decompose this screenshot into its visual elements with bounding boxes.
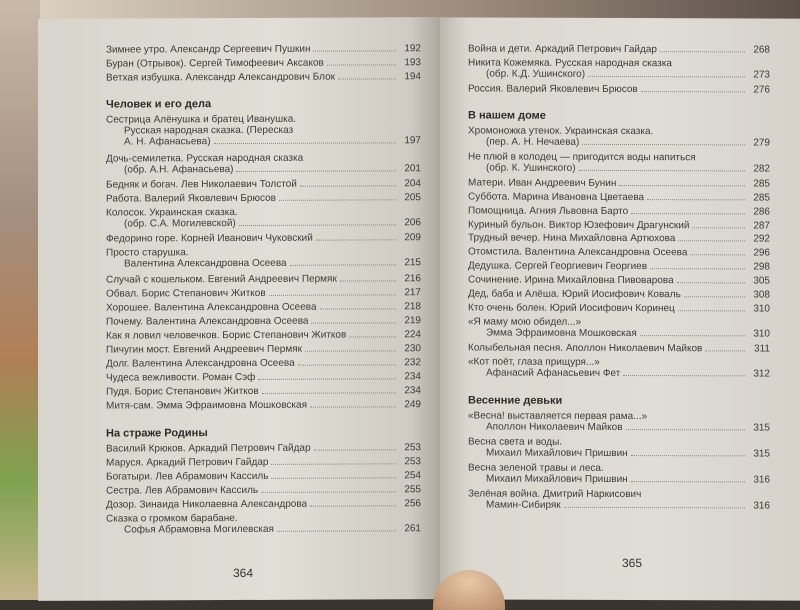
toc-entry-title: Колыбельная песня. Аполлон Николаевич Майков xyxy=(468,342,703,355)
dot-leader xyxy=(641,91,745,92)
toc-entry-page: 209 xyxy=(404,232,421,244)
dot-leader xyxy=(692,227,745,228)
toc-entry-page: 316 xyxy=(753,474,770,486)
toc-entry-page: 254 xyxy=(404,469,421,481)
toc-entry-page: 285 xyxy=(753,178,770,190)
toc-entry-title: Василий Крюков. Аркадий Петрович Гайдар xyxy=(106,442,311,455)
toc-entry-title: Россия. Валерий Яковлевич Брюсов xyxy=(468,83,638,95)
dot-leader xyxy=(320,308,396,309)
toc-entry-title: Митя-сам. Эмма Эфраимовна Мошковская xyxy=(106,400,307,412)
dot-leader xyxy=(327,64,396,65)
toc-entry-title: (обр. С.А. Могилевской) xyxy=(124,218,236,230)
dot-leader xyxy=(619,185,745,186)
dot-leader xyxy=(626,429,745,430)
toc-entry-title: Суббота. Марина Ивановна Цветаева xyxy=(468,191,645,203)
toc-entry[interactable] xyxy=(106,329,421,341)
dot-leader xyxy=(314,449,396,450)
toc-entry-title: Никита Кожемяка. Русская народная сказка xyxy=(468,57,672,70)
toc-entry[interactable] xyxy=(106,152,421,175)
toc-entry-page: 230 xyxy=(404,343,421,355)
toc-entry[interactable] xyxy=(468,316,770,339)
dot-leader xyxy=(705,350,745,351)
dot-leader xyxy=(214,143,396,145)
toc-entry-page: 193 xyxy=(404,57,421,69)
toc-entry-title: Куриный бульон. Виктор Юзефович Драгунский xyxy=(468,218,690,231)
toc-entry-page: 279 xyxy=(753,137,770,149)
toc-entry-title: Как я ловил человечков. Борис Степанович Житков xyxy=(106,329,347,342)
dot-leader xyxy=(279,199,396,201)
toc-entry-page: 315 xyxy=(753,448,770,460)
toc-entry[interactable] xyxy=(106,273,421,285)
toc-entry[interactable] xyxy=(106,484,421,496)
toc-entry-page: 201 xyxy=(404,162,421,174)
dot-leader xyxy=(678,310,745,311)
toc-entry-page: 287 xyxy=(753,219,770,232)
toc-entry-page: 232 xyxy=(404,357,421,369)
toc-entry-title: Хромоножка утенок. Украинская сказка. xyxy=(468,125,654,137)
toc-entry-title: Весна зеленой травы и леса. xyxy=(468,462,604,474)
toc-entry-title: Михаил Михайлович Пришвин xyxy=(486,447,628,459)
toc-entry-title: Сестрица Алёнушка и братец Иванушка. xyxy=(106,114,297,126)
toc-entry-title: Афанасий Афанасьевич Фет xyxy=(486,367,621,379)
toc-entry-page: 255 xyxy=(404,484,421,496)
toc-entry[interactable] xyxy=(106,247,421,270)
toc-entry[interactable] xyxy=(468,356,770,379)
toc-entry-page: 219 xyxy=(404,315,421,327)
section-heading: На страже Родины xyxy=(106,426,208,440)
section-heading: В нашем доме xyxy=(468,109,546,122)
toc-entry-page: 224 xyxy=(404,329,421,341)
dot-leader xyxy=(660,51,745,52)
toc-entry-title: Матери. Иван Андреевич Бунин xyxy=(468,177,617,189)
toc-entry-title: Бедняк и богач. Лев Николаевич Толстой xyxy=(106,178,297,191)
toc-entry-page: 256 xyxy=(404,498,421,510)
toc-entry-page: 192 xyxy=(404,43,421,55)
dot-leader xyxy=(349,336,396,337)
toc-entry-title: Хорошее. Валентина Александровна Осеева xyxy=(106,301,317,314)
dot-leader xyxy=(236,170,396,172)
toc-entry-title: Дедушка. Сергей Георгиевич Георгиев xyxy=(468,260,648,273)
dot-leader xyxy=(313,50,396,51)
toc-entry[interactable] xyxy=(106,71,421,83)
toc-entry-page: 268 xyxy=(753,44,770,56)
toc-entry-page: 310 xyxy=(753,328,770,340)
dot-leader xyxy=(579,170,745,172)
dot-leader xyxy=(640,335,745,336)
toc-entry-title: (обр. А.Н. Афанасьева) xyxy=(124,163,234,176)
toc-entry-page: 285 xyxy=(753,192,770,204)
toc-entry[interactable] xyxy=(468,275,770,287)
toc-entry[interactable] xyxy=(106,301,421,313)
toc-entry-page: 216 xyxy=(404,272,421,284)
toc-entry-title: Пудя. Борис Степанович Житков xyxy=(106,386,259,398)
toc-entry-page: 217 xyxy=(404,286,421,298)
toc-entry-title: Дед, баба и Алёша. Юрий Иосифович Коваль xyxy=(468,288,681,301)
right-page-number: 365 xyxy=(622,556,643,571)
dot-leader xyxy=(290,265,396,266)
toc-entry-title: (пер. А. Н. Нечаева) xyxy=(486,136,580,148)
toc-entry-title: Работа. Валерий Яковлевич Брюсов xyxy=(106,192,276,205)
toc-entry-title: А. Н. Афанасьева) xyxy=(124,136,211,148)
toc-entry-title: Богатыри. Лев Абрамович Кассиль xyxy=(106,470,269,483)
toc-entry-page: 261 xyxy=(404,523,421,535)
left-page-number: 364 xyxy=(233,565,254,581)
toc-entry[interactable] xyxy=(106,287,421,299)
toc-entry-title: Долг. Валентина Александровна Осеева xyxy=(106,357,295,370)
toc-entry[interactable] xyxy=(468,205,770,217)
section-heading: Весенние девьки xyxy=(468,394,563,407)
toc-entry[interactable] xyxy=(106,43,421,55)
dot-leader xyxy=(298,364,396,365)
dot-leader xyxy=(582,144,745,146)
toc-entry-page: 286 xyxy=(753,206,770,218)
toc-entry-page: 305 xyxy=(753,275,770,287)
dot-leader xyxy=(677,282,745,283)
toc-entry-page: 205 xyxy=(404,192,421,204)
toc-entry-title: Зелёная война. Дмитрий Наркисович xyxy=(468,488,642,500)
toc-entry-title: Федорино горе. Корней Иванович Чуковский xyxy=(106,232,313,245)
dot-leader xyxy=(262,393,396,395)
toc-entry[interactable] xyxy=(468,302,770,314)
dot-leader xyxy=(623,375,745,376)
toc-entry-title: Валентина Александровна Осеева xyxy=(124,258,287,270)
toc-entry-title: Трудный вечер. Нина Михайловна Артюхова xyxy=(468,232,676,245)
toc-entry[interactable] xyxy=(468,410,770,433)
dot-leader xyxy=(277,530,396,532)
toc-entry-title: Дочь-семилетка. Русская народная сказка xyxy=(106,152,304,165)
dot-leader xyxy=(631,455,745,456)
toc-entry-title: Весна света и воды. xyxy=(468,436,563,448)
toc-entry-title: Пичугин мост. Евгений Андреевич Пермяк xyxy=(106,343,303,356)
toc-entry-title: Сочинение. Ирина Михайловна Пивоварова xyxy=(468,274,674,287)
toc-entry-title: Отомстила. Валентина Александровна Осеева xyxy=(468,246,688,259)
toc-entry[interactable] xyxy=(468,342,770,354)
toc-entry-page: 234 xyxy=(404,371,421,383)
dot-leader xyxy=(310,505,396,506)
dot-leader xyxy=(310,407,396,408)
toc-entry-title: Кто очень болен. Юрий Иосифович Коринец xyxy=(468,302,675,315)
dot-leader xyxy=(631,481,745,482)
toc-entry-title: Эмма Эфраимовна Мошковская xyxy=(486,327,637,339)
toc-entry[interactable] xyxy=(468,247,770,259)
toc-entry-page: 206 xyxy=(404,217,421,229)
toc-entry[interactable] xyxy=(468,151,770,174)
toc-entry-page: 298 xyxy=(753,261,770,273)
toc-entry[interactable] xyxy=(106,114,421,148)
toc-entry[interactable] xyxy=(106,400,421,412)
toc-entry-title: Обвал. Борис Степанович Житков xyxy=(106,287,266,300)
dot-leader xyxy=(650,268,745,269)
toc-entry-page: 292 xyxy=(753,233,770,245)
toc-entry[interactable] xyxy=(106,192,421,204)
toc-entry-title: Сказка о громком барабане. xyxy=(106,513,238,525)
toc-entry-page: 282 xyxy=(753,163,770,175)
dot-leader xyxy=(316,240,396,241)
toc-entry[interactable] xyxy=(468,43,770,55)
toc-entry[interactable] xyxy=(106,371,421,383)
section-heading: Человек и его дела xyxy=(106,98,212,111)
dot-leader xyxy=(305,350,396,351)
toc-entry[interactable] xyxy=(468,462,770,485)
toc-entry-title: (обр. К.Д. Ушинского) xyxy=(486,68,586,80)
toc-entry-title: Не плюй в колодец — пригодится воды напиться xyxy=(468,151,696,164)
dot-leader xyxy=(300,185,396,186)
toc-entry-page: 310 xyxy=(753,303,770,315)
toc-entry-page: 234 xyxy=(404,385,421,397)
toc-entry-page: 308 xyxy=(753,289,770,301)
dot-leader xyxy=(684,296,745,297)
toc-entry[interactable] xyxy=(106,498,421,510)
toc-entry[interactable] xyxy=(468,488,770,511)
toc-entry-page: 253 xyxy=(404,455,421,467)
toc-entry[interactable] xyxy=(468,436,770,459)
toc-entry[interactable] xyxy=(468,219,770,231)
toc-entry-page: 218 xyxy=(404,300,421,312)
toc-entry[interactable] xyxy=(468,83,770,95)
toc-entry-title: «Весна! выставляется первая рама...» xyxy=(468,410,648,422)
toc-entry[interactable] xyxy=(468,233,770,245)
toc-entry-title: Ветхая избушка. Александр Александрович Блок xyxy=(106,71,336,84)
left-page xyxy=(38,17,443,601)
toc-entry-page: 194 xyxy=(404,71,421,83)
toc-entry[interactable] xyxy=(468,177,770,189)
toc-entry[interactable] xyxy=(106,386,421,398)
toc-entry-page: 311 xyxy=(754,343,770,355)
toc-entry[interactable] xyxy=(468,191,770,203)
toc-entry-title: Михаил Михайлович Пришвин xyxy=(486,473,628,485)
dot-leader xyxy=(271,477,396,479)
toc-entry[interactable] xyxy=(106,343,421,355)
dot-leader xyxy=(258,379,396,381)
toc-entry[interactable] xyxy=(106,512,421,535)
dot-leader xyxy=(564,506,745,508)
toc-entry-title: Чудеса вежливости. Роман Сэф xyxy=(106,372,256,384)
toc-entry-title: Аполлон Николаевич Майков xyxy=(486,421,623,433)
toc-entry[interactable] xyxy=(468,57,770,80)
dot-leader xyxy=(239,224,396,226)
toc-entry-page: 253 xyxy=(404,441,421,453)
dot-leader xyxy=(340,280,396,281)
toc-entry[interactable] xyxy=(106,178,421,190)
toc-entry-title: Софья Абрамовна Могилевская xyxy=(124,523,274,536)
toc-entry[interactable] xyxy=(106,470,421,482)
toc-entry-title: Случай с кошельком. Евгений Андреевич Пермяк xyxy=(106,273,337,286)
toc-entry-title: Русская народная сказка. (Пересказ xyxy=(124,125,294,137)
toc-entry[interactable] xyxy=(106,357,421,369)
toc-entry-title: Почему. Валентина Александровна Осеева xyxy=(106,315,309,328)
toc-entry[interactable] xyxy=(468,288,770,300)
toc-entry-page: 215 xyxy=(404,257,421,269)
dot-leader xyxy=(271,463,396,465)
background-left xyxy=(0,0,40,600)
toc-entry[interactable] xyxy=(106,456,421,468)
toc-entry-title: Сестра. Лев Абрамович Кассиль xyxy=(106,484,259,497)
dot-leader xyxy=(647,199,745,200)
toc-entry-page: 296 xyxy=(753,247,770,259)
toc-entry-title: Буран (Отрывок). Сергей Тимофеевич Аксаков xyxy=(106,57,324,70)
toc-entry-title: Зимнее утро. Александр Сергеевич Пушкин xyxy=(106,43,311,56)
toc-entry-page: 273 xyxy=(753,69,770,81)
dot-leader xyxy=(678,241,745,242)
toc-entry-title: Дозор. Зинаида Николаевна Александрова xyxy=(106,498,308,511)
toc-entry-page: 197 xyxy=(404,135,421,147)
toc-entry-page: 276 xyxy=(753,84,770,96)
toc-entry[interactable] xyxy=(468,125,770,148)
toc-entry[interactable] xyxy=(106,206,421,229)
toc-entry-page: 316 xyxy=(753,500,770,512)
dot-leader xyxy=(690,255,745,256)
toc-entry-title: (обр. К. Ушинского) xyxy=(486,162,576,174)
toc-entry-title: Война и дети. Аркадий Петрович Гайдар xyxy=(468,43,657,56)
dot-leader xyxy=(588,76,745,78)
toc-entry-page: 315 xyxy=(753,422,770,434)
toc-entry-page: 249 xyxy=(404,399,421,411)
toc-entry-page: 204 xyxy=(404,178,421,190)
right-page xyxy=(440,17,800,600)
toc-entry[interactable] xyxy=(468,261,770,273)
toc-entry[interactable] xyxy=(106,232,421,244)
dot-leader xyxy=(631,213,745,214)
toc-entry-title: «Кот поёт, глаза прищуря...» xyxy=(468,356,600,368)
toc-entry[interactable] xyxy=(106,442,421,454)
toc-entry-title: Маруся. Аркадий Петрович Гайдар xyxy=(106,456,269,469)
toc-entry-title: «Я маму мою обидел...» xyxy=(468,316,582,328)
toc-entry-title: Просто старушка. xyxy=(106,247,189,259)
toc-entry-title: Мамин-Сибиряк xyxy=(486,499,561,511)
dot-leader xyxy=(338,79,396,80)
dot-leader xyxy=(311,322,396,323)
toc-entry-title: Колосок. Украинская сказка. xyxy=(106,207,238,219)
dot-leader xyxy=(269,294,396,296)
toc-entry[interactable] xyxy=(106,57,421,69)
toc-entry[interactable] xyxy=(106,315,421,327)
toc-entry-title: Помощница. Агния Львовна Барто xyxy=(468,205,629,217)
toc-entry-page: 312 xyxy=(753,368,770,380)
dot-leader xyxy=(261,491,396,493)
